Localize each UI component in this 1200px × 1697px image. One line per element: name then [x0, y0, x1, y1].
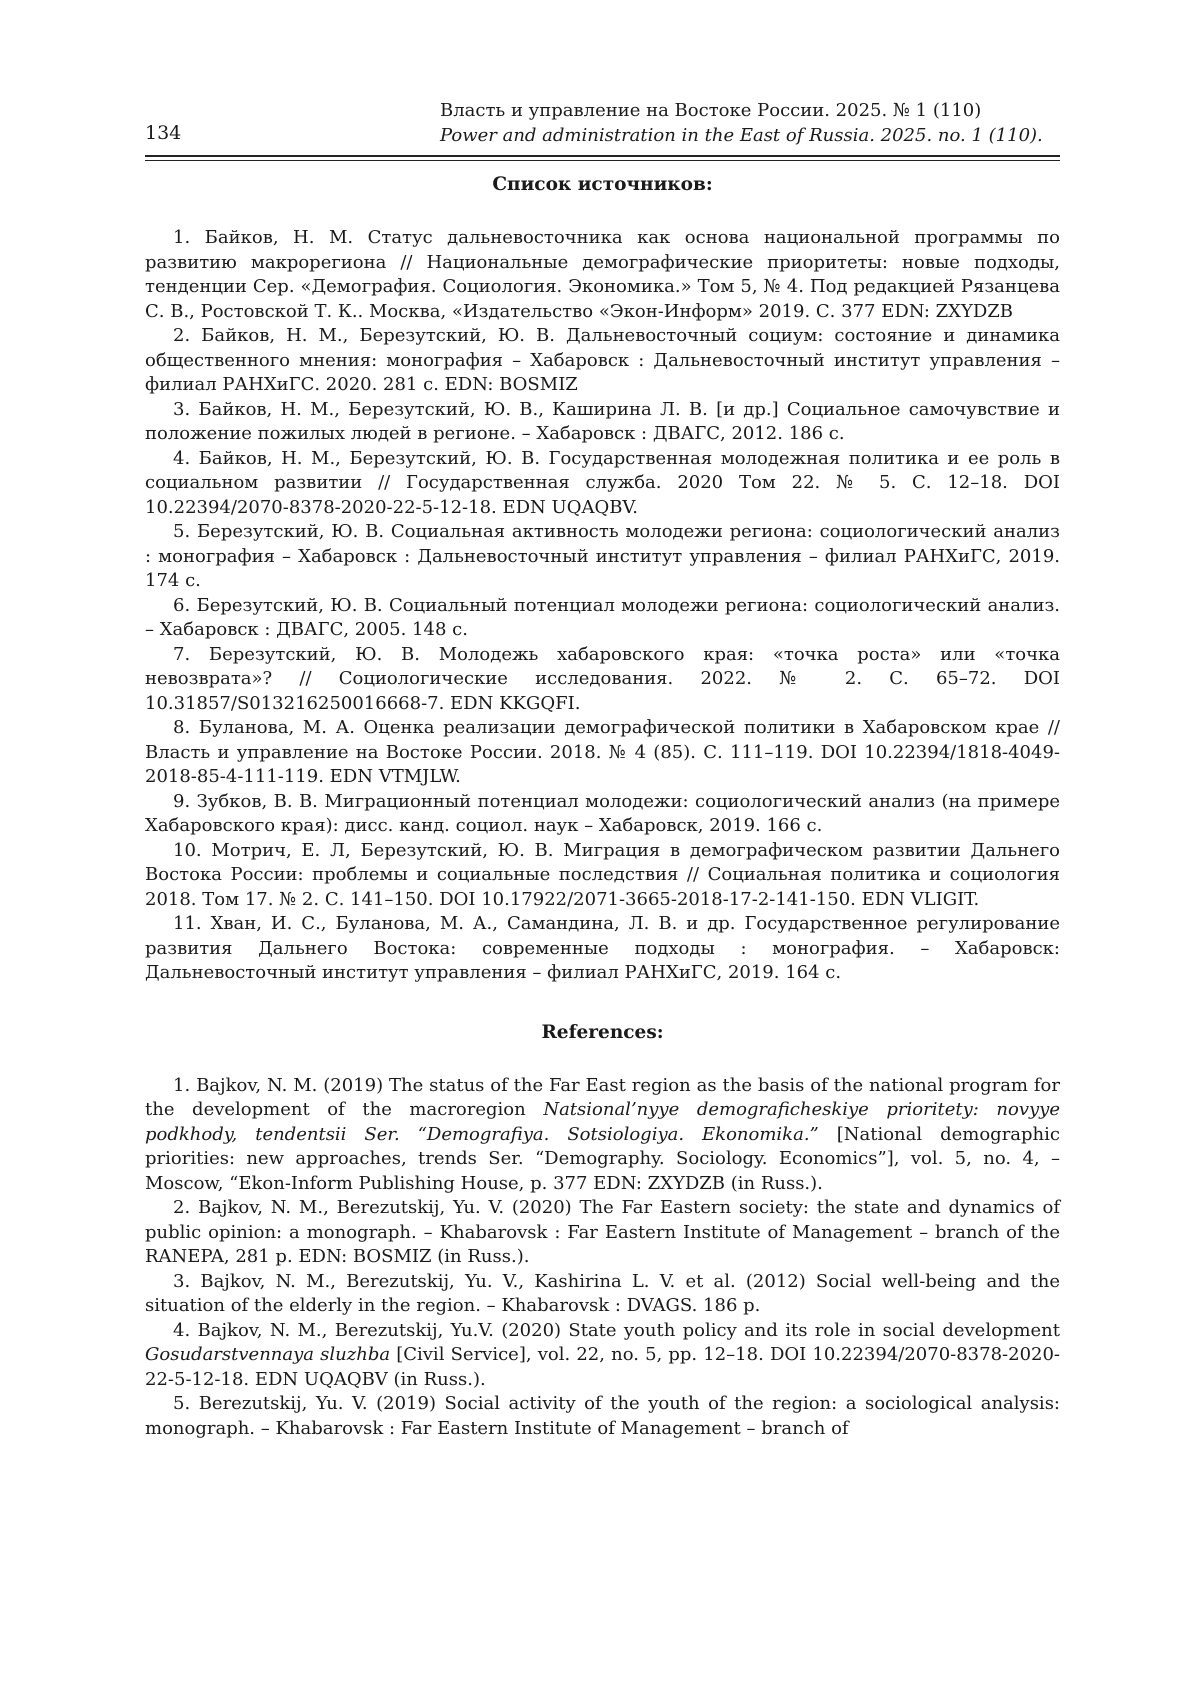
source-item: 5. Березутский, Ю. В. Социальная активность молодежи региона: социологический анализ : монография – Хабаровск : Дальневосточный институт управления – филиал РАНХиГС, 2019. 174 с.: [145, 521, 1060, 591]
source-item: 6. Березутский, Ю. В. Социальный потенциал молодежи региона: социологический анализ. – Хабаровск : ДВАГС, 2005. 148 с.: [145, 594, 1060, 640]
reference-item: [145, 1319, 1060, 1393]
reference-item: [145, 1196, 1060, 1270]
journal-title-en: Power and administration in the East of Russia. 2025. no. 1 (110).: [440, 125, 1043, 146]
source-item: 4. Байков, Н. М., Березутский, Ю. В. Государственная молодежная политика и ее роль в социальном развитии // Государственная служба. 2020 Том 22. № 5. С. 12–18. DOI 10.22394/2070-8378-2020-22-5-12-18. EDN UQAQBV.: [145, 447, 1060, 518]
sources-list: [145, 226, 1060, 986]
reference-text: 5. Berezutskij, Yu. V. (2019) Social activity of the youth of the region: a sociological analysis: monograph. – Khabarovsk : Far Eastern Institute of Management – branch of: [145, 1393, 1060, 1439]
reference-item: [145, 1392, 1060, 1441]
references-list: [145, 1074, 1060, 1442]
sources-heading: Список источников:: [492, 174, 713, 195]
reference-text: 3. Bajkov, N. M., Berezutskij, Yu. V., Kashirina L. V. et al. (2012) Social well-being and the situation of the elderly in the region. – Khabarovsk : DVAGS. 186 p.: [145, 1270, 1060, 1316]
reference-italic-title: Natsional’nyye demograficheskiye prioritety: novyye podkhody, tendentsii Ser. “Demografiya. Sotsiologiya. Ekonomika.”: [145, 1099, 1060, 1145]
header-rule: [145, 155, 1060, 157]
source-item: 7. Березутский, Ю. В. Молодежь хабаровского края: «точка роста» или «точка невозврата»? // Социологические исследования. 2022. № 2. С. 65–72. DOI 10.31857/S013216250016668-7. EDN KKGQFI.: [145, 643, 1060, 714]
page-number: 134: [145, 122, 182, 144]
reference-text: 2. Bajkov, N. M., Berezutskij, Yu. V. (2020) The Far Eastern society: the state and dynamics of public opinion: a monograph. – Khabarovsk : Far Eastern Institute of Management – branch of the RANEPA, 281 p. EDN: BOSMIZ (in Russ.).: [145, 1197, 1060, 1267]
reference-item: [145, 1270, 1060, 1319]
reference-text: 1. Bajkov, N. M. (2019) The status of the Far East region as the basis of the national program for the development of the macroregion: [145, 1074, 1060, 1120]
references-heading: References:: [541, 1021, 664, 1043]
source-item: 3. Байков, Н. М., Березутский, Ю. В., Каширина Л. В. [и др.] Социальное самочувствие и положение пожилых людей в регионе. – Хабаровск : ДВАГС, 2012. 186 с.: [145, 398, 1060, 444]
source-item: 1. Байков, Н. М. Статус дальневосточника как основа национальной программы по развитию макрорегиона // Национальные демографические приоритеты: новые подходы, тенденции Сер. «Демография. Социология. Экономика.» Том 5, № 4. Под редакцией Рязанцева С. В., Ростовской Т. К.. Москва, «Издательство «Экон-Информ» 2019. С. 377 EDN: ZXYDZB: [145, 227, 1060, 322]
reference-italic-title: Gosudarstvennaya sluzhba: [145, 1344, 391, 1365]
reference-text: 4. Bajkov, N. M., Berezutskij, Yu.V. (2020) State youth policy and its role in social development: [173, 1319, 1060, 1341]
source-item: 8. Буланова, М. А. Оценка реализации демографической политики в Хабаровском крае // Власть и управление на Востоке России. 2018. № 4 (85). С. 111–119. DOI 10.22394/1818-4049-2018-85-4-111-119. EDN VTMJLW.: [145, 717, 1060, 787]
source-item: 11. Хван, И. С., Буланова, М. А., Самандина, Л. В. и др. Государственное регулирование развития Дальнего Востока: современные подходы : монография. – Хабаровск: Дальневосточный институт управления – филиал РАНХиГС, 2019. 164 с.: [145, 913, 1060, 983]
reference-text-tail: [Civil Service], vol. 22, no. 5, pp. 12–18. DOI 10.22394/2070-8378-2020-22-5-12-18. EDN UQAQBV (in Russ.).: [145, 1344, 1061, 1390]
source-item: 9. Зубков, В. В. Миграционный потенциал молодежи: социологический анализ (на примере Хабаровского края): дисс. канд. социол. наук – Хабаровск, 2019. 166 с.: [145, 790, 1060, 836]
running-head: [440, 98, 1060, 148]
source-item: 2. Байков, Н. М., Березутский, Ю. В. Дальневосточный социум: состояние и динамика общественного мнения: монография – Хабаровск : Дальневосточный институт управления – филиал РАНХиГС. 2020. 281 с. EDN: BOSMIZ: [145, 325, 1060, 395]
header-rule-thin: [145, 160, 1060, 161]
source-item: 10. Мотрич, Е. Л, Березутский, Ю. В. Миграция в демографическом развитии Дальнего Востока России: проблемы и социальные последствия // Социальная политика и социология 2018. Том 17. № 2. С. 141–150. DOI 10.17922/2071-3665-2018-17-2-141-150. EDN VLIGIT.: [145, 839, 1060, 910]
journal-title-ru: Власть и управление на Востоке России. 2025. № 1 (110): [440, 100, 982, 121]
page-content: [145, 170, 1060, 1441]
reference-text-tail: [National demographic priorities: new approaches, trends Ser. “Demography. Sociology. Economics”], vol. 5, no. 4, – Moscow, “Ekon-Inform Publishing House, p. 377 EDN: ZXYDZB (in Russ.).: [145, 1123, 1060, 1194]
reference-item: [145, 1074, 1060, 1197]
